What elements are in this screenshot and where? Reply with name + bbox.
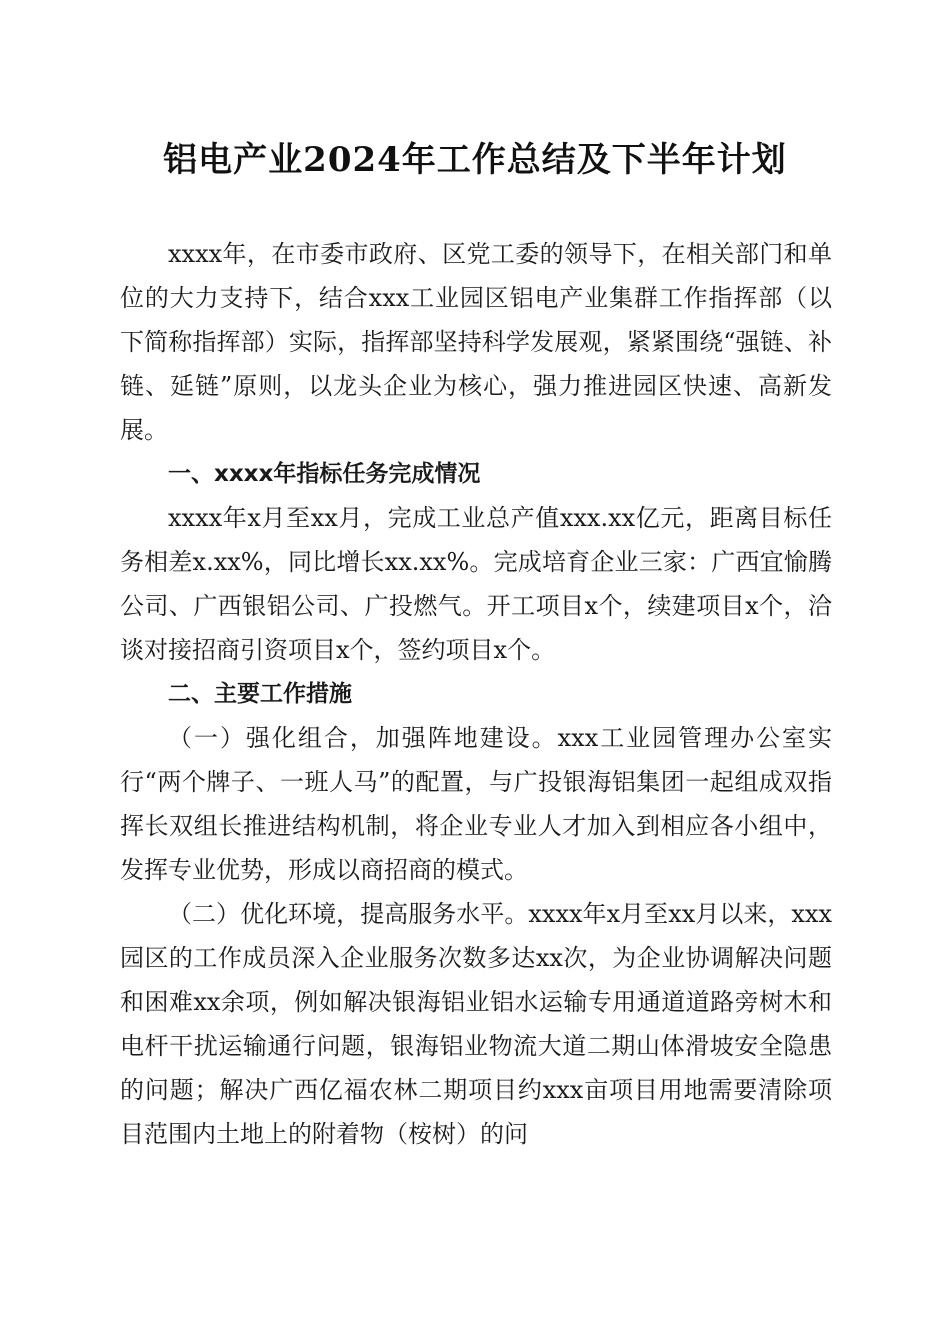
document-body — [120, 232, 832, 1156]
measure-1-body: xxx工业园管理办公室实行“两个牌子、一班人马”的配置，与广投银海铝集团一起组成双指挥长双组长推进结构机制，将企业专业人才加入到相应各小组中，发挥专业优势，形成以商招商的模式。 — [120, 724, 833, 884]
measure-1-lead: （一）强化组合，加强阵地建设。 — [168, 724, 558, 752]
measure-1-paragraph — [120, 716, 832, 892]
measure-2-paragraph — [120, 892, 832, 1156]
measure-2-body: xxxx年x月至xx月以来，xxx园区的工作成员深入企业服务次数多达xx次，为企业协调解决问题和困难xx余项，例如解决银海铝业铝水运输专用通道道路旁树木和电杆干扰运输通行问题，银海铝业物流大道二期山体滑坡安全隐患的问题；解决广西亿福农林二期项目约xxx亩项目用地需要清除项目范围内土地上的附着物（桉树）的问 — [120, 900, 832, 1148]
intro-paragraph: xxxx年，在市委市政府、区党工委的领导下，在相关部门和单位的大力支持下，结合xxx工业园区铝电产业集群工作指挥部（以下简称指挥部）实际，指挥部坚持科学发展观，紧紧围绕“强链、补链、延链”原则，以龙头企业为核心，强力推进园区快速、高新发展。 — [120, 240, 832, 444]
document-title: 铝电产业2024年工作总结及下半年计划 — [163, 140, 787, 180]
measure-2-lead: （二）优化环境，提高服务水平。 — [168, 900, 529, 928]
section-1-heading: 一、xxxx年指标任务完成情况 — [168, 461, 481, 487]
section-1-paragraph: xxxx年x月至xx月，完成工业总产值xxx.xx亿元，距离目标任务相差x.xx%，同比增长xx.xx%。完成培育企业三家：广西宜愉腾公司、广西银铝公司、广投燃气。开工项目x个，续建项目x个，洽谈对接招商引资项目x个，签约项目x个。 — [120, 504, 832, 664]
section-2-heading: 二、主要工作措施 — [168, 681, 352, 707]
